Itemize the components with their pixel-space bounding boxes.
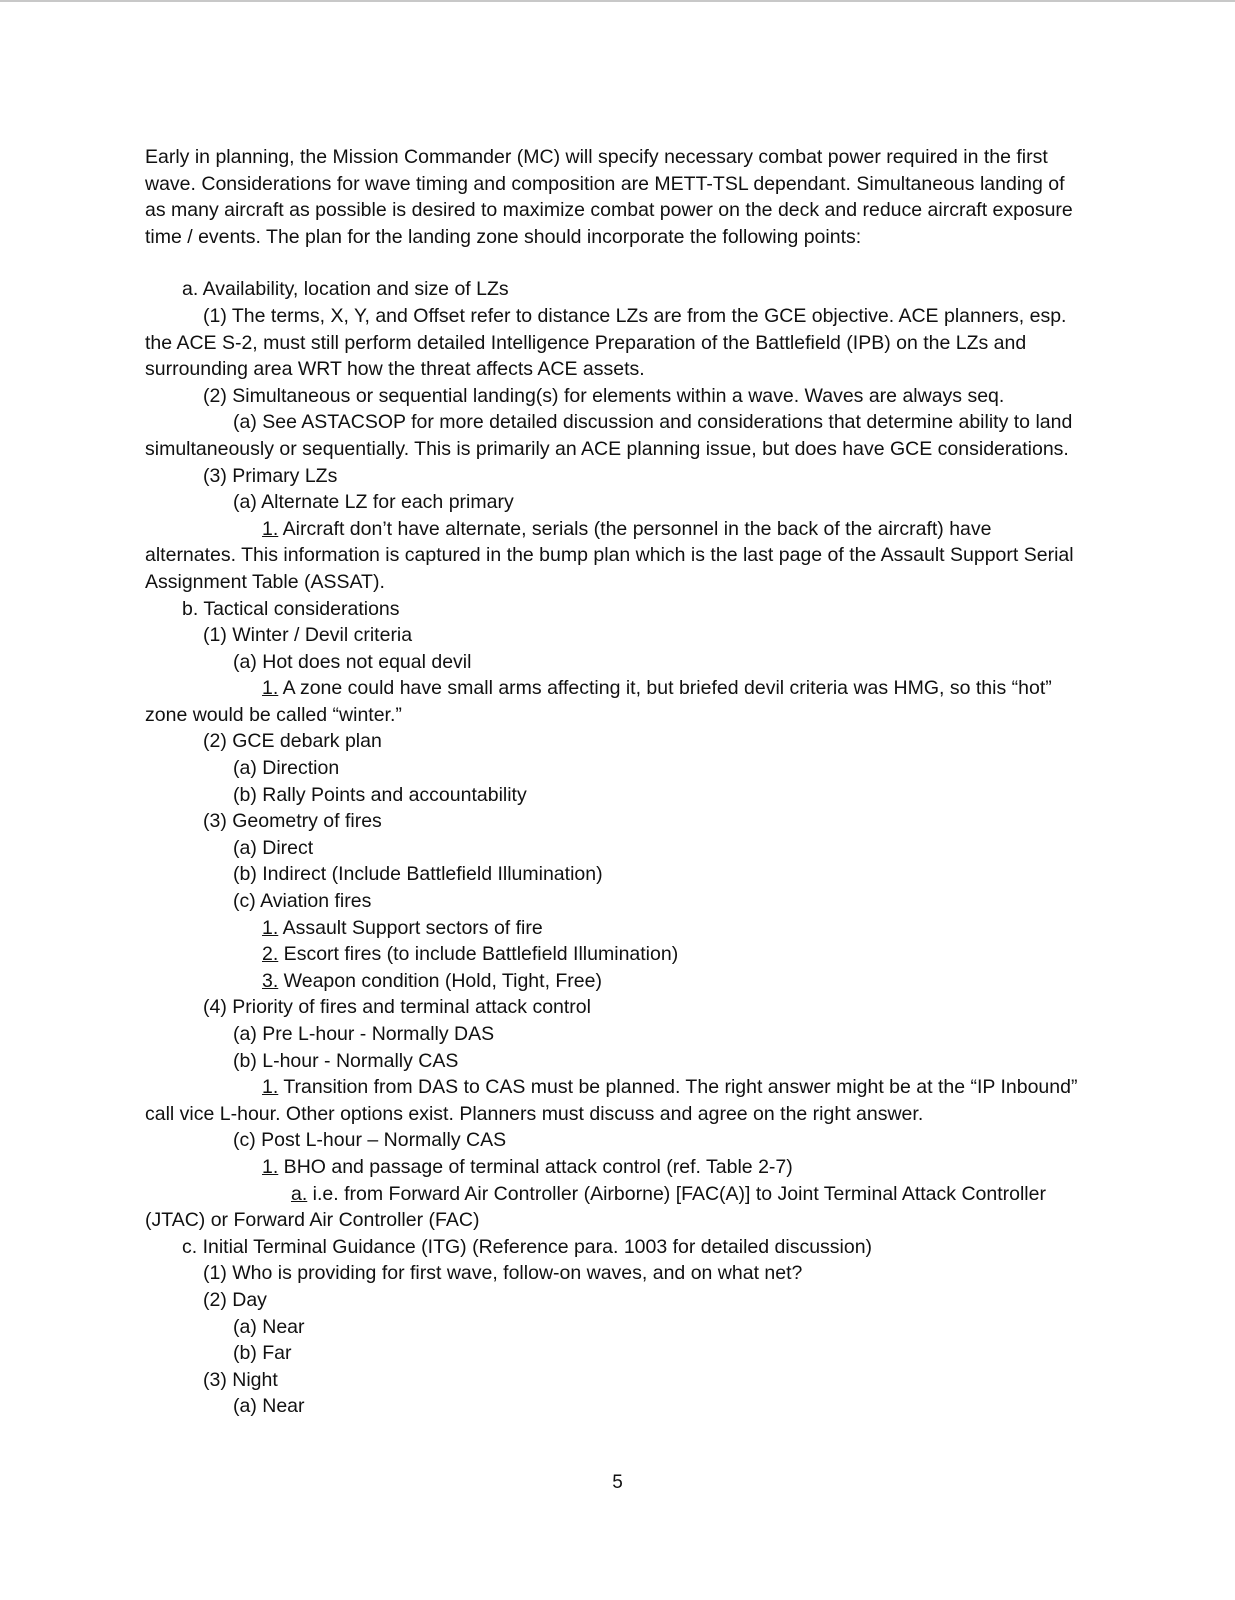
outline-item-text: Aircraft don’t have alternate, serials (the personnel in the back of the aircraft) have alternates. This information is captured in the bump plan which is the last page of the Assault Support Serial Assignment Table (ASSAT). <box>145 517 1074 593</box>
outline-item <box>145 1260 1085 1287</box>
outline-item <box>145 1181 1085 1234</box>
outline-item-text: (b) Far <box>233 1342 292 1365</box>
outline-item-text: (1) The terms, X, Y, and Offset refer to distance LZs are from the GCE objective. ACE planners, esp. the ACE S-2, must still perform detailed Intelligence Preparation of the Battlefield (IPB) on the LZs and surrounding area WRT how the threat affects ACE assets. <box>145 304 1067 381</box>
outline-item-number: 1. <box>262 916 279 939</box>
outline-item <box>145 728 1085 755</box>
outline-item-text: (c) Aviation fires <box>233 890 372 913</box>
outline-item-number: a. <box>291 1182 308 1205</box>
outline-item-text: (3) Primary LZs <box>203 464 338 487</box>
page-top-border <box>0 0 1235 2</box>
outline-item <box>145 915 1085 942</box>
outline-item <box>145 1154 1085 1181</box>
outline-item <box>145 489 1085 516</box>
outline-item <box>145 941 1085 968</box>
outline-item-number: 1. <box>262 1076 279 1099</box>
outline-item <box>145 1021 1085 1048</box>
outline-item-text: (2) Simultaneous or sequential landing(s) for elements within a wave. Waves are always seq. <box>203 384 1005 407</box>
outline-item <box>145 808 1085 835</box>
outline-item <box>145 1048 1085 1075</box>
outline-item-text: (2) GCE debark plan <box>203 730 382 753</box>
outline-item-text: (b) Indirect (Include Battlefield Illumination) <box>233 863 603 886</box>
outline-item <box>145 1234 1085 1261</box>
outline-item-text: (4) Priority of fires and terminal attack control <box>203 996 591 1019</box>
outline-item-text: i.e. from Forward Air Controller (Airborne) [FAC(A)] to Joint Terminal Attack Controller (JTAC) or Forward Air Controller (FAC) <box>145 1182 1046 1232</box>
outline-item-text: A zone could have small arms affecting it, but briefed devil criteria was HMG, so this “hot” zone would be called “winter.” <box>145 677 1052 726</box>
outline-item-text: b. Tactical considerations <box>182 597 400 620</box>
outline-item-text: (a) Direction <box>233 757 340 780</box>
outline-item-text: (b) L-hour - Normally CAS <box>233 1049 459 1072</box>
intro-paragraph: Early in planning, the Mission Commander (MC) will specify necessary combat power required in the first wave. Considerations for wave timing and composition are METT-TSL dependant. Simultaneous landing of as many aircraft as possible is desired to maximize combat power on the deck and reduce aircraft exposure time / events. The plan for the landing zone should incorporate the following points: <box>145 146 1073 248</box>
outline-item-text: (3) Night <box>203 1368 278 1391</box>
outline-item-text: Escort fires (to include Battlefield Illumination) <box>278 943 679 966</box>
outline-item <box>145 463 1085 490</box>
outline-item <box>145 276 1085 303</box>
outline-item-text: (a) See ASTACSOP for more detailed discussion and considerations that determine ability to land simultaneously or sequentially. This is primarily an ACE planning issue, but does have GCE considerations. <box>145 411 1073 460</box>
outline-item <box>145 782 1085 809</box>
outline-item <box>145 1340 1085 1367</box>
outline-item <box>145 516 1085 596</box>
outline-item-text: (a) Pre L-hour - Normally DAS <box>233 1023 495 1045</box>
outline-item <box>145 1287 1085 1314</box>
outline-item <box>145 1314 1085 1341</box>
outline-item <box>145 1393 1085 1420</box>
outline-item <box>145 675 1085 728</box>
outline-item-text: (a) Near <box>233 1315 305 1338</box>
outline-item <box>145 383 1085 410</box>
outline-item <box>145 835 1085 862</box>
outline-item <box>145 1127 1085 1154</box>
outline-item-text: a. Availability, location and size of LZs <box>182 278 509 301</box>
outline-item <box>145 622 1085 649</box>
outline-item-number: 3. <box>262 969 279 992</box>
outline-item-text: (3) Geometry of fires <box>203 810 382 833</box>
outline-item-number: 1. <box>262 1155 279 1178</box>
outline-item-text: (a) Alternate LZ for each primary <box>233 491 514 514</box>
outline-item-text: (1) Winter / Devil criteria <box>203 624 413 647</box>
outline-item-text: c. Initial Terminal Guidance (ITG) (Reference para. 1003 for detailed discussion) <box>182 1235 873 1258</box>
outline-item <box>145 649 1085 676</box>
outline-item-number: 1. <box>262 677 279 700</box>
outline-list <box>145 276 1085 1420</box>
outline-item-text: (a) Near <box>233 1395 305 1418</box>
outline-item-text: Weapon condition (Hold, Tight, Free) <box>278 969 602 992</box>
outline-item <box>145 596 1085 623</box>
outline-item <box>145 888 1085 915</box>
outline-item-text: (c) Post L-hour – Normally CAS <box>233 1129 507 1152</box>
outline-item <box>145 1074 1085 1127</box>
outline-item <box>145 861 1085 888</box>
outline-item-text: Transition from DAS to CAS must be planned. The right answer might be at the “IP Inbound” call vice L-hour. Other options exist. Planners must discuss and agree on the right answer. <box>145 1076 1078 1125</box>
outline-item-text: (a) Direct <box>233 836 314 859</box>
outline-item <box>145 1367 1085 1394</box>
outline-item <box>145 755 1085 782</box>
document-page <box>145 144 1085 1420</box>
outline-item <box>145 303 1085 383</box>
outline-item-number: 2. <box>262 943 279 966</box>
outline-item <box>145 409 1085 462</box>
outline-item-text: (1) Who is providing for first wave, follow-on waves, and on what net? <box>203 1262 803 1285</box>
page-number: 5 <box>612 1472 623 1493</box>
outline-item-text: (2) Day <box>203 1288 267 1311</box>
outline-item <box>145 994 1085 1021</box>
outline-item <box>145 968 1085 995</box>
outline-item-number: 1. <box>262 517 279 540</box>
outline-item-text: (b) Rally Points and accountability <box>233 783 527 806</box>
outline-item-text: (a) Hot does not equal devil <box>233 650 472 673</box>
outline-item-text: BHO and passage of terminal attack control (ref. Table 2-7) <box>278 1155 793 1178</box>
outline-item-text: Assault Support sectors of fire <box>278 916 543 939</box>
